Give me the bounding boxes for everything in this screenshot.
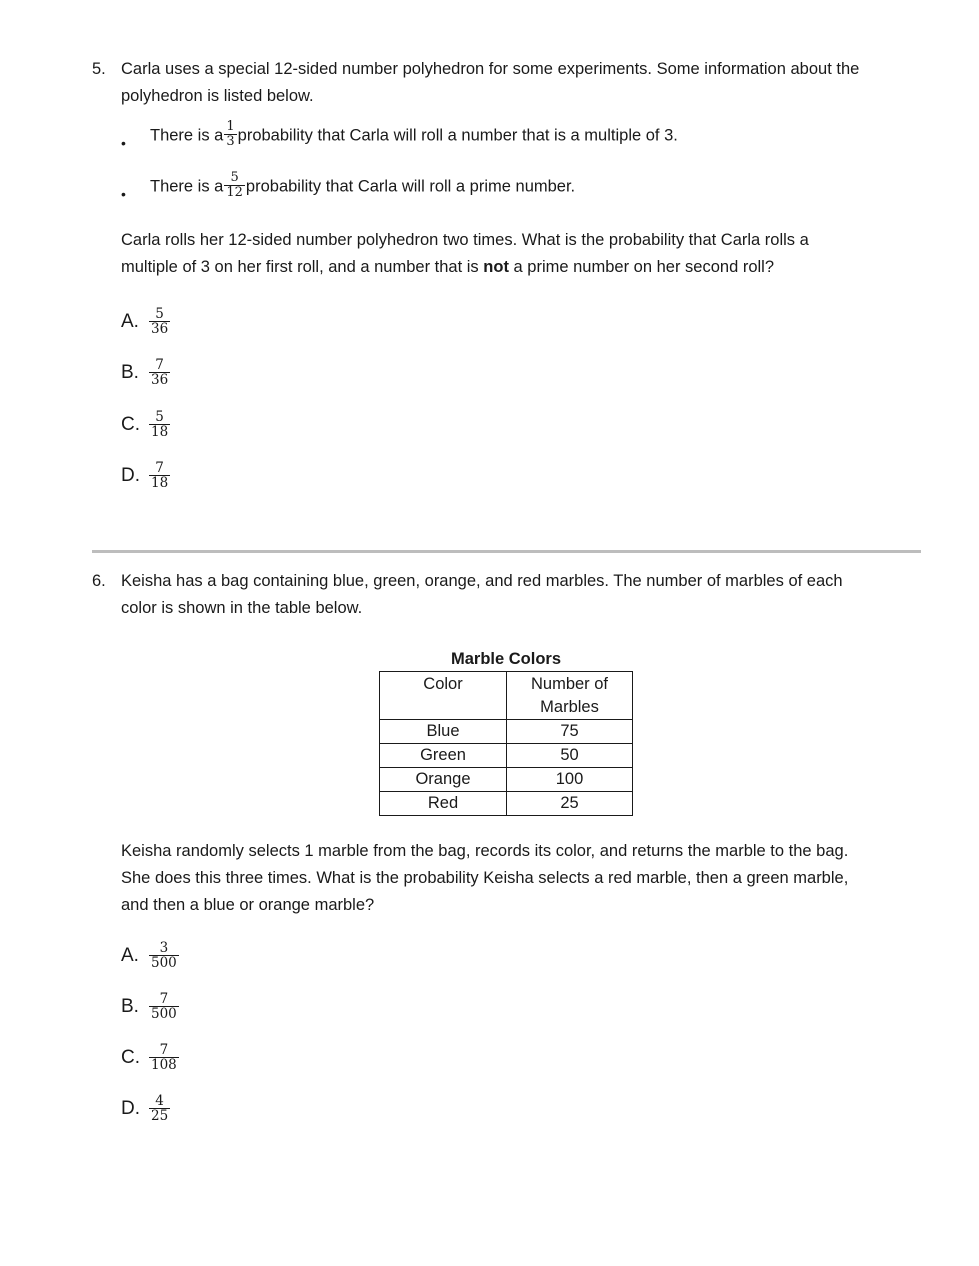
bullet-icon: • xyxy=(121,135,126,151)
fraction-denominator: 500 xyxy=(151,955,177,972)
choice-fraction xyxy=(149,941,179,970)
fraction-denominator: 18 xyxy=(151,424,169,441)
choice-label: C. xyxy=(121,413,140,435)
header-count-line-2: Marbles xyxy=(540,698,599,716)
q5-intro-line-1: Carla uses a special 12-sided number polyhedron for some experiments. Some information about the xyxy=(121,60,860,78)
cell-count: 50 xyxy=(507,744,633,768)
fraction-denominator: 3 xyxy=(226,133,235,149)
q5-bullet-2-fraction xyxy=(224,171,245,199)
q5-question-line-2 xyxy=(121,258,774,277)
fraction-numerator: 5 xyxy=(155,306,164,322)
choice-fraction xyxy=(149,461,170,490)
choice-fraction xyxy=(149,1094,170,1123)
fraction-denominator: 25 xyxy=(151,1108,169,1125)
fraction-denominator: 36 xyxy=(151,372,169,389)
fraction-denominator: 108 xyxy=(151,1057,177,1074)
q6-question-line-2: She does this three times. What is the probability Keisha selects a red marble, then a green marble, xyxy=(121,869,849,887)
choice-label: A. xyxy=(121,944,139,966)
fraction-numerator: 3 xyxy=(159,940,169,956)
q5-intro-line-2: polyhedron is listed below. xyxy=(121,87,314,105)
q6-choice-d[interactable] xyxy=(121,1094,171,1123)
fraction-numerator: 5 xyxy=(155,409,164,425)
q6-question-line-1: Keisha randomly selects 1 marble from the bag, records its color, and returns the marble to the bag. xyxy=(121,842,849,860)
section-divider xyxy=(92,550,921,553)
header-number-of-marbles xyxy=(507,672,633,720)
choice-label: B. xyxy=(121,995,139,1017)
table-header-row xyxy=(380,672,633,720)
fraction-numerator: 5 xyxy=(230,170,239,185)
q6-intro-line-2: color is shown in the table below. xyxy=(121,599,363,617)
table-row xyxy=(380,792,633,816)
table-title: Marble Colors xyxy=(450,650,562,668)
q6-number: 6. xyxy=(92,572,106,590)
table-row xyxy=(380,768,633,792)
fraction-numerator: 7 xyxy=(159,991,169,1007)
fraction-numerator: 4 xyxy=(155,1093,164,1109)
q5-bullet-1-pre: There is a xyxy=(150,126,224,145)
q6-question-line-3: and then a blue or orange marble? xyxy=(121,896,375,914)
q6-choice-b[interactable] xyxy=(121,992,180,1021)
q5-question-emphasis: not xyxy=(483,258,509,276)
q6-choice-c[interactable] xyxy=(121,1043,180,1072)
choice-fraction xyxy=(149,1043,179,1072)
cell-count: 75 xyxy=(507,720,633,744)
fraction-numerator: 7 xyxy=(155,460,164,476)
q5-bullet-1-fraction xyxy=(224,120,236,148)
q5-choice-b[interactable] xyxy=(121,358,171,387)
header-count-line-1: Number of xyxy=(530,675,609,693)
q5-bullet-2 xyxy=(150,170,576,201)
q5-choice-a[interactable] xyxy=(121,307,171,336)
q5-bullet-2-post: probability that Carla will roll a prime number. xyxy=(245,177,576,196)
marble-colors-table xyxy=(379,671,633,816)
choice-fraction xyxy=(149,358,170,387)
q5-number: 5. xyxy=(92,60,106,78)
fraction-denominator: 12 xyxy=(226,184,243,200)
choice-label: D. xyxy=(121,464,140,486)
choice-label: B. xyxy=(121,361,139,383)
choice-label: A. xyxy=(121,310,139,332)
q5-question-line-2-post: a prime number on her second roll? xyxy=(513,258,775,276)
choice-label: D. xyxy=(121,1097,140,1119)
cell-count: 100 xyxy=(507,768,633,792)
fraction-numerator: 7 xyxy=(159,1042,169,1058)
q6-choice-a[interactable] xyxy=(121,941,180,970)
q5-question-line-2-pre: multiple of 3 on her first roll, and a number that is xyxy=(121,258,479,276)
cell-color: Green xyxy=(380,744,507,768)
choice-label: C. xyxy=(121,1046,140,1068)
choice-fraction xyxy=(149,410,170,439)
q6-intro-line-1: Keisha has a bag containing blue, green, orange, and red marbles. The number of marbles of each xyxy=(121,572,843,590)
q5-choice-c[interactable] xyxy=(121,410,171,439)
q5-bullet-1-post: probability that Carla will roll a number that is a multiple of 3. xyxy=(237,126,678,145)
cell-color: Red xyxy=(380,792,507,816)
fraction-numerator: 1 xyxy=(226,119,235,134)
table-row xyxy=(380,744,633,768)
fraction-denominator: 18 xyxy=(151,475,169,492)
header-color: Color xyxy=(380,672,507,720)
choice-fraction xyxy=(149,992,179,1021)
fraction-denominator: 500 xyxy=(151,1006,177,1023)
bullet-icon: • xyxy=(121,186,126,202)
q5-choice-d[interactable] xyxy=(121,461,171,490)
cell-color: Blue xyxy=(380,720,507,744)
fraction-numerator: 7 xyxy=(155,357,164,373)
q5-question-line-1: Carla rolls her 12-sided number polyhedron two times. What is the probability that Carla rolls a xyxy=(121,231,809,249)
choice-fraction xyxy=(149,307,170,336)
table-row xyxy=(380,720,633,744)
q5-bullet-2-pre: There is a xyxy=(150,177,224,196)
cell-color: Orange xyxy=(380,768,507,792)
fraction-denominator: 36 xyxy=(151,321,169,338)
cell-count: 25 xyxy=(507,792,633,816)
q5-bullet-1 xyxy=(150,119,678,150)
